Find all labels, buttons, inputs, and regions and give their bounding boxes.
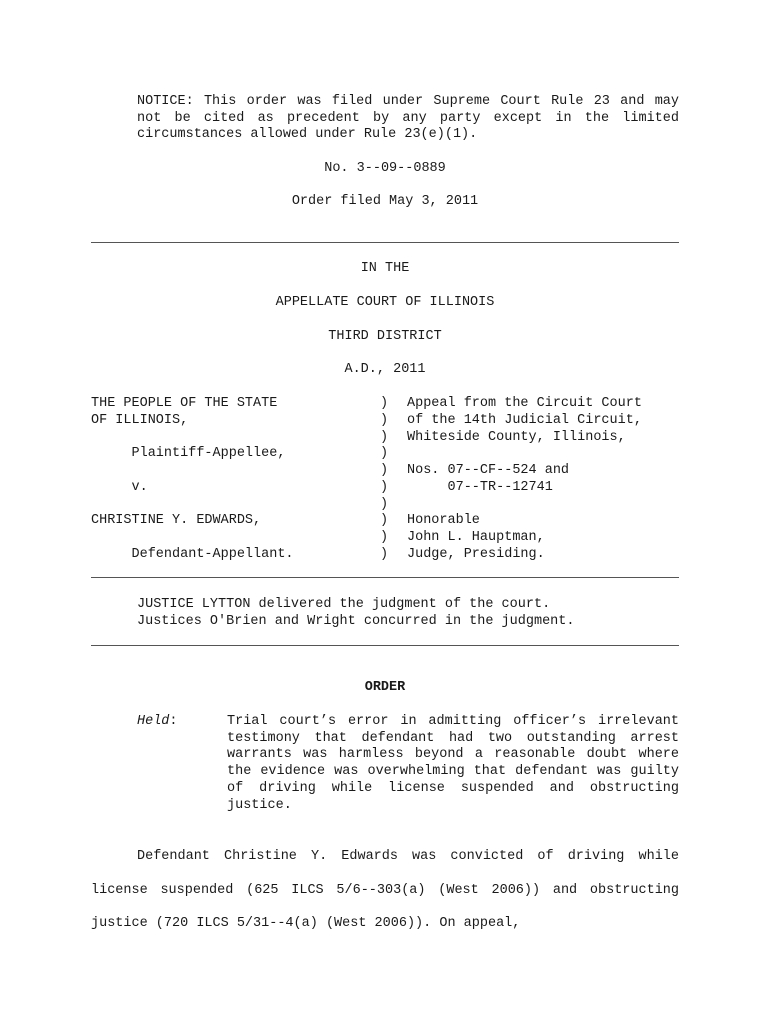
caption-paren: )	[380, 513, 389, 528]
caption-paren: )	[380, 547, 389, 562]
caption-right-line: John L. Hauptman,	[407, 530, 545, 545]
caption-left-line: THE PEOPLE OF THE STATE	[91, 396, 278, 411]
caption-paren: )	[380, 413, 389, 428]
caption-right-line: 07--TR--12741	[407, 480, 553, 495]
caption-paren: )	[380, 396, 389, 411]
caption-paren: )	[380, 480, 389, 495]
court-district: THIRD DISTRICT	[328, 329, 442, 344]
divider-top	[91, 242, 679, 243]
held-label	[137, 714, 178, 731]
held-summary: Trial court’s error in admitting officer’s irrelevant testimony that defendant had two outstanding arrest warrants was harmless beyond a reasonable doubt where the evidence was overwhelming that defendant was guilty of driving while license suspended and obstructing justice.	[227, 714, 679, 813]
held-label-text: Held	[137, 714, 170, 729]
caption-left-line: Plaintiff-Appellee,	[91, 446, 286, 461]
rule-23-notice: NOTICE: This order was filed under Supreme Court Rule 23 and may not be cited as precedent by any party except in the limited circumstances allowed under Rule 23(e)(1).	[137, 94, 679, 143]
caption-right-line: of the 14th Judicial Circuit,	[407, 413, 642, 428]
divider-justices	[91, 645, 679, 646]
court-year: A.D., 2011	[344, 362, 426, 377]
caption-left-line: OF ILLINOIS,	[91, 413, 189, 428]
caption-left-line: v.	[91, 480, 148, 495]
caption-right-line: Nos. 07--CF--524 and	[407, 463, 570, 478]
caption-right-line: Honorable	[407, 513, 480, 528]
divider-caption	[91, 577, 679, 578]
caption-left-line: Defendant-Appellant.	[91, 547, 294, 562]
caption-right-line: Appeal from the Circuit Court	[407, 396, 642, 411]
caption-left-line: CHRISTINE Y. EDWARDS,	[91, 513, 262, 528]
court-in-the: IN THE	[360, 261, 410, 276]
caption-paren: )	[380, 497, 389, 512]
caption-paren: )	[380, 463, 389, 478]
court-name: APPELLATE COURT OF ILLINOIS	[275, 295, 495, 310]
caption-paren: )	[380, 430, 389, 445]
caption-paren: )	[380, 530, 389, 545]
caption-right-line: Whiteside County, Illinois,	[407, 430, 626, 445]
order-heading: ORDER	[364, 680, 406, 695]
caption-paren: )	[380, 446, 389, 461]
body-paragraph: Defendant Christine Y. Edwards was convicted of driving while license suspended (625 ILCS 5/6--303(a) (West 2006)) and obstructing justice (720 ILCS 5/31--4(a) (West 2006)). On appeal,	[91, 849, 679, 931]
justices-concurring: Justices O'Brien and Wright concurred in the judgment.	[137, 614, 575, 629]
case-number: No. 3--09--0889	[324, 161, 446, 176]
held-label-colon: :	[169, 714, 178, 729]
caption-right-line: Judge, Presiding.	[407, 547, 545, 562]
order-filed-date: Order filed May 3, 2011	[291, 194, 479, 209]
justice-delivering: JUSTICE LYTTON delivered the judgment of the court.	[137, 597, 551, 612]
